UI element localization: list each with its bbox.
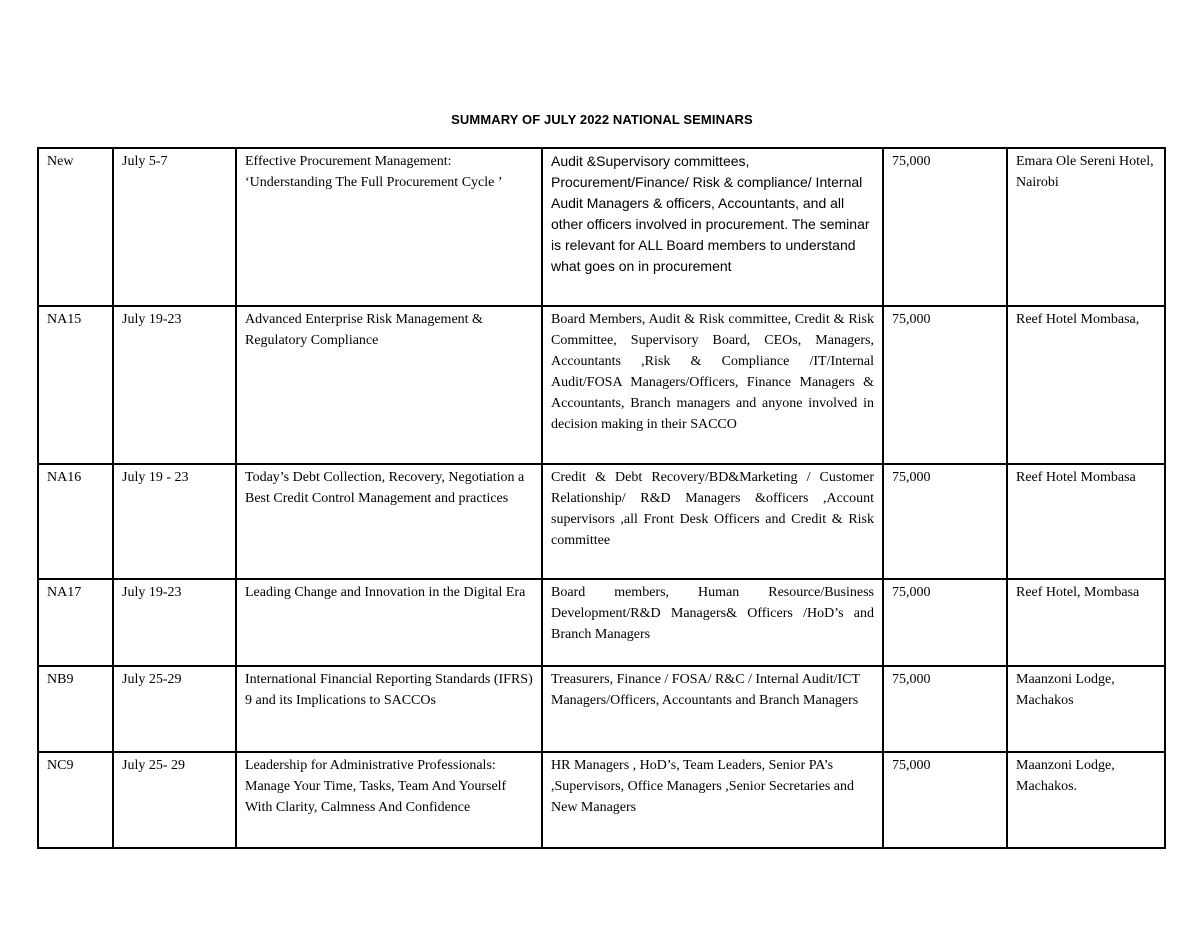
seminar-audience: Credit & Debt Recovery/BD&Marketing / Customer Relationship/ R&D Managers &officers ,Account supervisors ,all Front Desk Officers and Credit & Risk committee: [542, 464, 883, 579]
table-row: [38, 666, 1165, 752]
seminar-fee: 75,000: [883, 464, 1007, 579]
seminar-audience: Board members, Human Resource/Business Development/R&D Managers& Officers /HoD’s and Branch Managers: [542, 579, 883, 666]
seminar-fee: 75,000: [883, 579, 1007, 666]
seminar-code: NA17: [38, 579, 113, 666]
seminar-fee: 75,000: [883, 148, 1007, 306]
table-row: [38, 148, 1165, 306]
seminar-code: New: [38, 148, 113, 306]
seminar-audience: Treasurers, Finance / FOSA/ R&C / Internal Audit/ICT Managers/Officers, Accountants and Branch Managers: [542, 666, 883, 752]
seminar-venue: Reef Hotel, Mombasa: [1007, 579, 1165, 666]
seminar-topic: Leading Change and Innovation in the Digital Era: [236, 579, 542, 666]
table-row: [38, 464, 1165, 579]
seminar-topic: Leadership for Administrative Professionals: Manage Your Time, Tasks, Team And Yourself With Clarity, Calmness And Confidence: [236, 752, 542, 848]
seminar-fee: 75,000: [883, 752, 1007, 848]
seminar-table: [37, 147, 1166, 849]
seminar-audience: HR Managers , HoD’s, Team Leaders, Senior PA’s ,Supervisors, Office Managers ,Senior Secretaries and New Managers: [542, 752, 883, 848]
seminar-topic: Effective Procurement Management: ‘Understanding The Full Procurement Cycle ’: [236, 148, 542, 306]
seminar-venue: Emara Ole Sereni Hotel, Nairobi: [1007, 148, 1165, 306]
seminar-venue: Maanzoni Lodge, Machakos: [1007, 666, 1165, 752]
table-row: [38, 579, 1165, 666]
seminar-code: NB9: [38, 666, 113, 752]
table-row: [38, 752, 1165, 848]
seminar-dates: July 25-29: [113, 666, 236, 752]
seminar-topic: Today’s Debt Collection, Recovery, Negotiation a Best Credit Control Management and practices: [236, 464, 542, 579]
seminar-code: NC9: [38, 752, 113, 848]
seminar-dates: July 19 - 23: [113, 464, 236, 579]
document-title: SUMMARY OF JULY 2022 NATIONAL SEMINARS: [451, 112, 753, 127]
seminar-topic: International Financial Reporting Standards (IFRS) 9 and its Implications to SACCOs: [236, 666, 542, 752]
seminar-fee: 75,000: [883, 666, 1007, 752]
seminar-dates: July 25- 29: [113, 752, 236, 848]
seminar-code: NA16: [38, 464, 113, 579]
seminar-topic: Advanced Enterprise Risk Management & Regulatory Compliance: [236, 306, 542, 464]
seminar-code: NA15: [38, 306, 113, 464]
seminar-venue: Reef Hotel Mombasa: [1007, 464, 1165, 579]
seminar-dates: July 5-7: [113, 148, 236, 306]
seminar-audience: Board Members, Audit & Risk committee, Credit & Risk Committee, Supervisory Board, CEOs, Managers, Accountants ,Risk & Compliance /IT/Internal Audit/FOSA Managers/Officers, Finance Managers & Accountants, Branch managers and anyone involved in decision making in their SACCO: [542, 306, 883, 464]
seminar-audience: Audit &Supervisory committees, Procurement/Finance/ Risk & compliance/ Internal Audit Managers & officers, Accountants, and all other officers involved in procurement. The seminar is relevant for ALL Board members to understand what goes on in procurement: [542, 148, 883, 306]
seminar-venue: Maanzoni Lodge, Machakos.: [1007, 752, 1165, 848]
seminar-venue: Reef Hotel Mombasa,: [1007, 306, 1165, 464]
table-row: [38, 306, 1165, 464]
seminar-dates: July 19-23: [113, 579, 236, 666]
seminar-fee: 75,000: [883, 306, 1007, 464]
seminar-dates: July 19-23: [113, 306, 236, 464]
